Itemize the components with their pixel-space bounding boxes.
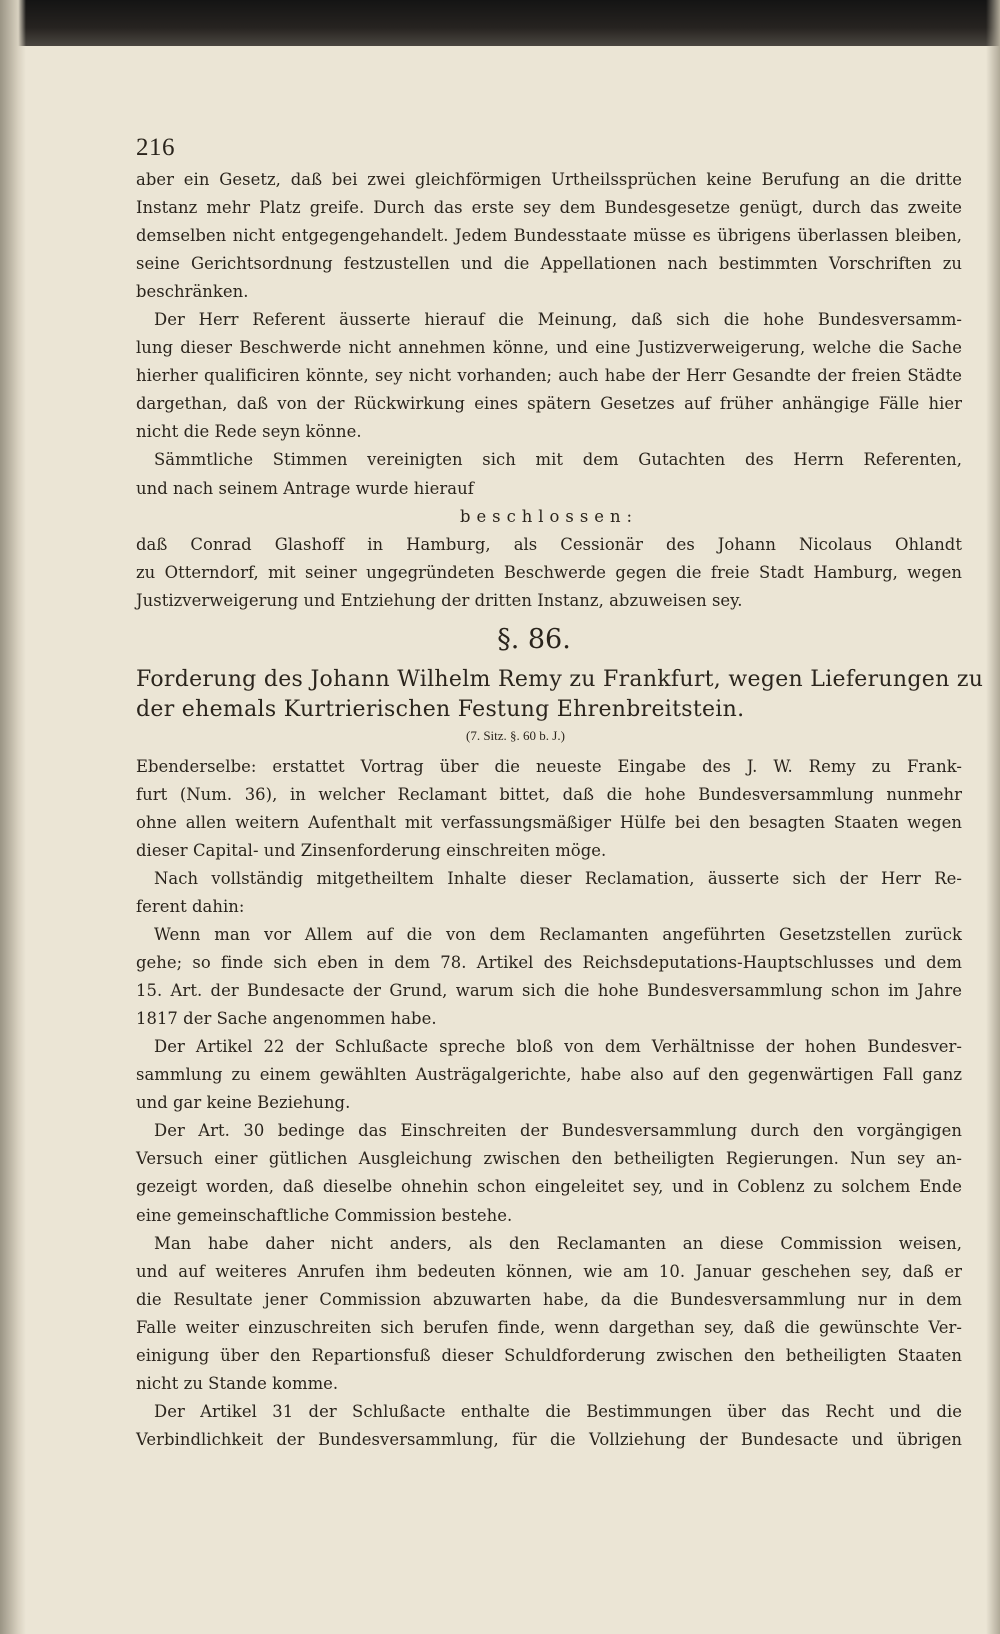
- text-line: Wenn man vor Allem auf die von dem Reclamanten angeführten Gesetzstellen zurück: [154, 925, 962, 945]
- text-line: gezeigt worden, daß dieselbe ohnehin schon eingeleitet sey, und in Coblenz zu solchem Ende: [136, 1177, 962, 1197]
- section-title-line: Forderung des Johann Wilhelm Remy zu Frankfurt, wegen Lieferungen zu: [136, 666, 984, 692]
- text-line: Sämmtliche Stimmen vereinigten sich mit dem Gutachten des Herrn Referenten,: [154, 450, 962, 470]
- section-reference: (7. Sitz. §. 60 b. J.): [466, 727, 565, 743]
- text-line: Instanz mehr Platz greife. Durch das erste sey dem Bundesgesetze genügt, durch das zweite: [136, 198, 962, 218]
- text-line: nicht die Rede seyn könne.: [136, 422, 362, 442]
- text-line: hierher qualificiren könnte, sey nicht vorhanden; auch habe der Herr Gesandte der freien Städte: [136, 366, 962, 386]
- text-line: und gar keine Beziehung.: [136, 1093, 351, 1113]
- text-line: dargethan, daß von der Rückwirkung eines spätern Gesetzes auf früher anhängige Fälle hier: [136, 394, 962, 414]
- paragraph: [136, 306, 962, 446]
- paragraph: [136, 1398, 962, 1454]
- text-line: Nach vollständig mitgetheiltem Inhalte dieser Reclamation, äusserte sich der Herr Re-: [154, 868, 962, 888]
- text-line: Ebenderselbe: erstattet Vortrag über die neueste Eingabe des J. W. Remy zu Frank-: [136, 756, 962, 776]
- text-line: Versuch einer gütlichen Ausgleichung zwischen den betheiligten Regierungen. Nun sey an-: [136, 1149, 962, 1169]
- paragraph: [136, 1033, 962, 1117]
- paragraph: [136, 753, 962, 865]
- text-line: Der Artikel 22 der Schlußacte spreche bloß von dem Verhältnisse der hohen Bundesver-: [154, 1037, 962, 1057]
- resolution-heading: beschlossen:: [459, 506, 639, 526]
- paragraph: [136, 166, 962, 306]
- book-page: [136, 120, 984, 1454]
- text-line: aber ein Gesetz, daß bei zwei gleichförmigen Urtheilssprüchen keine Berufung an die dritte: [136, 170, 962, 189]
- text-line: einigung über den Repartionsfuß dieser Schuldforderung zwischen den betheiligten Staaten: [136, 1345, 962, 1365]
- text-line: lung dieser Beschwerde nicht annehmen könne, und eine Justizverweigerung, welche die Sache: [136, 338, 962, 358]
- section-title: [136, 665, 984, 725]
- text-line: Der Artikel 31 der Schlußacte enthalte die Bestimmungen über das Recht und die: [154, 1401, 962, 1421]
- scan-edge-left: [0, 0, 26, 1634]
- paragraph: [136, 1230, 962, 1398]
- text-line: Justizverweigerung und Entziehung der dritten Instanz, abzuweisen sey.: [136, 590, 743, 610]
- paragraph: [136, 865, 962, 921]
- text-line: und nach seinem Antrage wurde hierauf: [136, 478, 474, 498]
- text-line: eine gemeinschaftliche Commission bestehe.: [136, 1205, 513, 1225]
- text-line: daß Conrad Glashoff in Hamburg, als Cessionär des Johann Nicolaus Ohlandt: [136, 534, 962, 554]
- paragraph: [136, 446, 962, 502]
- paragraph: [136, 921, 962, 1033]
- text-line: Man habe daher nicht anders, als den Reclamanten an diese Commission weisen,: [154, 1233, 962, 1253]
- text-line: demselben nicht entgegengehandelt. Jedem Bundesstaate müsse es übrigens überlassen bleiben,: [136, 226, 962, 246]
- text-line: ferent dahin:: [136, 896, 245, 916]
- text-line: Der Herr Referent äusserte hierauf die Meinung, daß sich die hohe Bundesversamm-: [154, 310, 962, 330]
- text-line: seine Gerichtsordnung festzustellen und die Appellationen nach bestimmten Vorschriften zu: [136, 254, 962, 274]
- text-line: nicht zu Stande komme.: [136, 1373, 339, 1393]
- text-line: sammlung zu einem gewählten Austrägalgerichte, habe also auf den gegenwärtigen Fall ganz: [136, 1065, 962, 1085]
- text-line: Verbindlichkeit der Bundesversammlung, für die Vollziehung der Bundesacte und übrigen: [136, 1429, 962, 1449]
- text-line: beschränken.: [136, 282, 249, 302]
- text-line: 1817 der Sache angenommen habe.: [136, 1009, 437, 1029]
- text-line: Falle weiter einzuschreiten sich berufen finde, wenn dargethan sey, daß die gewünschte Ver-: [136, 1317, 962, 1337]
- page-number: 216: [136, 134, 175, 161]
- scan-edge-right: [986, 0, 1000, 1634]
- text-line: dieser Capital- und Zinsenforderung einschreiten möge.: [136, 840, 607, 860]
- text-line: 15. Art. der Bundesacte der Grund, warum sich die hohe Bundesversammlung schon im Jahre: [136, 981, 962, 1001]
- scan-edge-top: [0, 0, 1000, 46]
- text-line: furt (Num. 36), in welcher Reclamant bittet, daß die hohe Bundesversammlung nunmehr: [136, 784, 962, 804]
- text-line: zu Otterndorf, mit seiner ungegründeten Beschwerde gegen die freie Stadt Hamburg, wegen: [136, 562, 962, 582]
- text-line: gehe; so finde sich eben in dem 78. Artikel des Reichsdeputations-Hauptschlusses und dem: [136, 953, 962, 973]
- text-line: Der Art. 30 bedinge das Einschreiten der Bundesversammlung durch den vorgängigen: [154, 1121, 962, 1141]
- section-title-line: der ehemals Kurtrierischen Festung Ehrenbreitstein.: [136, 696, 745, 722]
- text-line: die Resultate jener Commission abzuwarten habe, da die Bundesversammlung nur in dem: [136, 1289, 962, 1309]
- text-line: und auf weiteres Anrufen ihm bedeuten können, wie am 10. Januar geschehen sey, daß er: [136, 1261, 962, 1281]
- paragraph: [136, 1117, 962, 1229]
- text-line: ohne allen weitern Aufenthalt mit verfassungsmäßiger Hülfe bei den besagten Staaten wegen: [136, 812, 962, 832]
- section-number: §. 86.: [497, 623, 571, 655]
- paragraph: [136, 531, 962, 615]
